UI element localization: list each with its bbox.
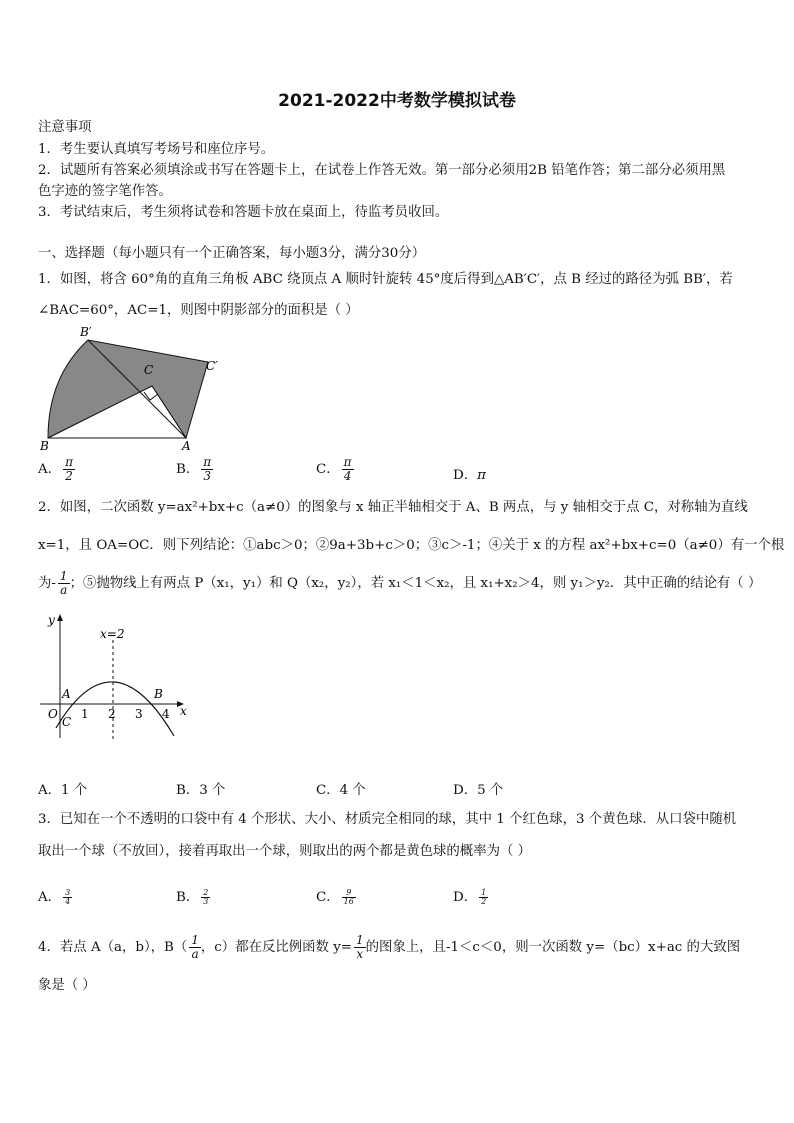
tick-3: 3 [135, 707, 143, 721]
option-b[interactable]: B．3 个 [176, 783, 226, 798]
notice-heading: 注意事项 [38, 120, 92, 135]
notice-item: 2．试题所有答案必须填涂或书写在答题卡上，在试卷上作答无效。第一部分必须用2B 铅笔作答；第二部分必须用黑 [38, 163, 726, 178]
tick-1: 1 [81, 707, 89, 721]
notice-item: 色字迹的签字笔作答。 [38, 184, 172, 199]
tick-4: 4 [162, 707, 170, 721]
option-c[interactable]: C． $\frac{9}{16}$ [316, 888, 354, 906]
label-a: A [62, 687, 71, 701]
q4-text: 4．若点 A（a，b），B（ $\frac{1}{a}$ ，c）都在反比例函数 y= $\frac{1}{x}$ 的图象上，且-1＜c＜0，则一次函数 y=（bc）x+ac 的大致图 [38, 933, 741, 961]
option-c[interactable]: C． $\frac{\pi}{4}$ [316, 455, 352, 483]
q3-text: 取出一个球（不放回），接着再取出一个球，则取出的两个都是黄色球的概率为（ ） [38, 844, 532, 859]
q1-text: 1．如图，将含 60°角的直角三角板 ABC 绕顶点 A 顺时针旋转 45°度后得到△AB′C′，点 B 经过的路径为弧 BB′，若 [38, 272, 733, 287]
option-b[interactable]: B． $\frac{2}{3}$ [176, 888, 209, 906]
section-heading: 一、选择题（每小题只有一个正确答案，每小题3分，满分30分） [38, 246, 426, 261]
notice-item: 1．考生要认真填写考场号和座位序号。 [38, 142, 275, 157]
q2-text: 为- $\frac{1}{a}$ ；⑤抛物线上有两点 P（x₁，y₁）和 Q（x₂，y₂），若 x₁＜1＜x₂，且 x₁+x₂＞4，则 y₁＞y₂．其中正确的结论有（ ） [38, 569, 762, 597]
option-a[interactable]: A． $\frac{3}{4}$ [38, 888, 71, 906]
option-b[interactable]: B． $\frac{\pi}{3}$ [176, 455, 212, 483]
label-x: x [180, 704, 187, 718]
q3-text: 3．已知在一个不透明的口袋中有 4 个形状、大小、材质完全相同的球，其中 1 个红色球，3 个黄色球．从口袋中随机 [38, 812, 737, 827]
label-c-prime: C′ [206, 359, 218, 373]
q1-text: ∠BAC=60°，AC=1，则图中阴影部分的面积是（ ） [38, 303, 359, 318]
option-c[interactable]: C．4 个 [316, 783, 366, 798]
label-o: O [48, 707, 58, 721]
label-b: B [154, 687, 163, 701]
label-c: C [62, 715, 72, 729]
label-c: C [144, 363, 154, 377]
label-a: A [182, 439, 191, 453]
page-title: 2021-2022中考数学模拟试卷 [278, 91, 516, 111]
q2-graph [36, 610, 196, 745]
label-b-prime: B′ [80, 325, 92, 339]
option-a[interactable]: A． $\frac{\pi}{2}$ [38, 455, 73, 483]
q1-figure [36, 322, 226, 454]
label-b: B [40, 439, 49, 453]
q2-text: x=1，且 OA=OC．则下列结论：①abc＞0；②9a+3b+c＞0；③c＞-1；④关于 x 的方程 ax²+bx+c=0（a≠0）有一个根 [38, 538, 785, 553]
y-arrow [57, 614, 63, 621]
q4-text: 象是（ ） [38, 978, 96, 993]
option-d[interactable]: D． $\frac{1}{2}$ [453, 888, 487, 906]
label-y: y [48, 613, 55, 627]
tick-2: 2 [108, 707, 116, 721]
q2-text: 2．如图，二次函数 y=ax²+bx+c（a≠0）的图象与 x 轴正半轴相交于 A、B 两点，与 y 轴相交于点 C，对称轴为直线 [38, 500, 748, 515]
notice-item: 3．考试结束后，考生须将试卷和答题卡放在桌面上，待监考员收回。 [38, 205, 449, 220]
label-axis: x=2 [100, 627, 125, 641]
option-d[interactable]: D．π [453, 468, 486, 483]
option-d[interactable]: D．5 个 [453, 783, 504, 798]
option-a[interactable]: A．1 个 [38, 783, 88, 798]
